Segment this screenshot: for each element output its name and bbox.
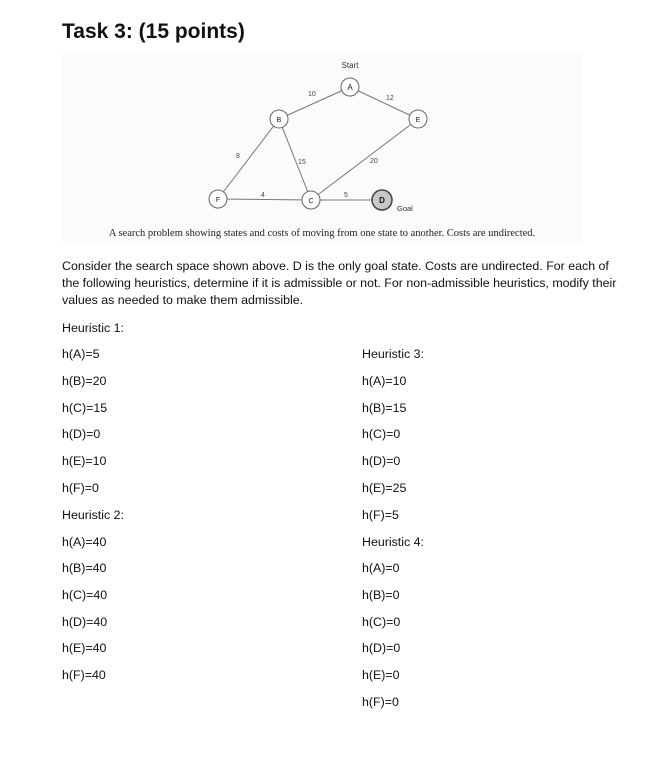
node-a-label: A bbox=[347, 83, 353, 92]
edge-a-e bbox=[350, 87, 418, 119]
heuristic-3-value: h(E)=25 bbox=[362, 481, 407, 495]
heuristic-4-value: h(A)=0 bbox=[362, 561, 400, 575]
node-b-label: B bbox=[276, 117, 282, 124]
heuristic-4-value: h(E)=0 bbox=[362, 668, 400, 682]
search-graph bbox=[62, 54, 582, 244]
node-d-label: D bbox=[379, 196, 385, 205]
edge-f-c bbox=[218, 199, 311, 200]
edge-cost-cd: 5 bbox=[344, 192, 348, 199]
figure-caption: A search problem showing states and costs of moving from one state to another. Costs are undirected. bbox=[108, 228, 536, 239]
heuristic-2-value: h(F)=40 bbox=[62, 668, 106, 682]
heuristic-1-title: Heuristic 1: bbox=[62, 321, 124, 335]
heuristic-1-value: h(C)=15 bbox=[62, 401, 108, 415]
heuristic-3-value: h(F)=5 bbox=[362, 508, 399, 522]
node-c-label: C bbox=[308, 198, 314, 205]
problem-statement: Consider the search space shown above. D is the only goal state. Costs are undirected. For each of the following heuristics, determine if it is admissible or not. For non-admissible heuristics, modify their values as needed to make them admissible. bbox=[62, 259, 617, 307]
heuristic-2-value: h(B)=40 bbox=[62, 561, 107, 575]
task-title: Task 3: (15 points) bbox=[62, 20, 245, 43]
goal-label: Goal bbox=[397, 204, 413, 213]
heuristic-1-value: h(E)=10 bbox=[62, 454, 107, 468]
heuristic-3-value: h(A)=10 bbox=[362, 374, 407, 388]
heuristic-1-value: h(D)=0 bbox=[62, 427, 101, 441]
heuristic-3-value: h(B)=15 bbox=[362, 401, 407, 415]
heuristic-4-title: Heuristic 4: bbox=[362, 535, 424, 549]
heuristic-4-value: h(B)=0 bbox=[362, 588, 400, 602]
heuristic-1-value: h(B)=20 bbox=[62, 374, 107, 388]
heuristic-2-value: h(C)=40 bbox=[62, 588, 108, 602]
edge-c-e bbox=[311, 119, 418, 200]
heuristic-2-value: h(A)=40 bbox=[62, 535, 107, 549]
heuristic-2-value: h(D)=40 bbox=[62, 615, 108, 629]
edge-cost-ae: 12 bbox=[386, 95, 394, 102]
heuristic-2-title: Heuristic 2: bbox=[62, 508, 124, 522]
heuristic-4-value: h(C)=0 bbox=[362, 615, 401, 629]
heuristic-4-value: h(F)=0 bbox=[362, 695, 399, 709]
edge-cost-ab: 10 bbox=[308, 91, 316, 98]
edge-b-c bbox=[276, 117, 311, 200]
heuristic-3-value: h(C)=0 bbox=[362, 427, 401, 441]
heuristic-1-value: h(F)=0 bbox=[62, 481, 99, 495]
node-f-label: F bbox=[215, 197, 221, 204]
node-e-label: E bbox=[415, 117, 421, 124]
search-graph-figure bbox=[62, 54, 582, 244]
edge-cost-fc: 4 bbox=[261, 192, 265, 199]
heuristic-2-value: h(E)=40 bbox=[62, 641, 107, 655]
heuristic-3-title: Heuristic 3: bbox=[362, 347, 424, 361]
heuristic-3-value: h(D)=0 bbox=[362, 454, 401, 468]
heuristic-1-value: h(A)=5 bbox=[62, 347, 100, 361]
edge-cost-bc: 15 bbox=[298, 159, 306, 166]
start-label: Start bbox=[341, 61, 359, 70]
edge-cost-bf: 8 bbox=[236, 153, 240, 160]
edge-cost-ce: 20 bbox=[370, 158, 378, 165]
heuristic-4-value: h(D)=0 bbox=[362, 641, 401, 655]
edge-b-f bbox=[218, 119, 279, 199]
